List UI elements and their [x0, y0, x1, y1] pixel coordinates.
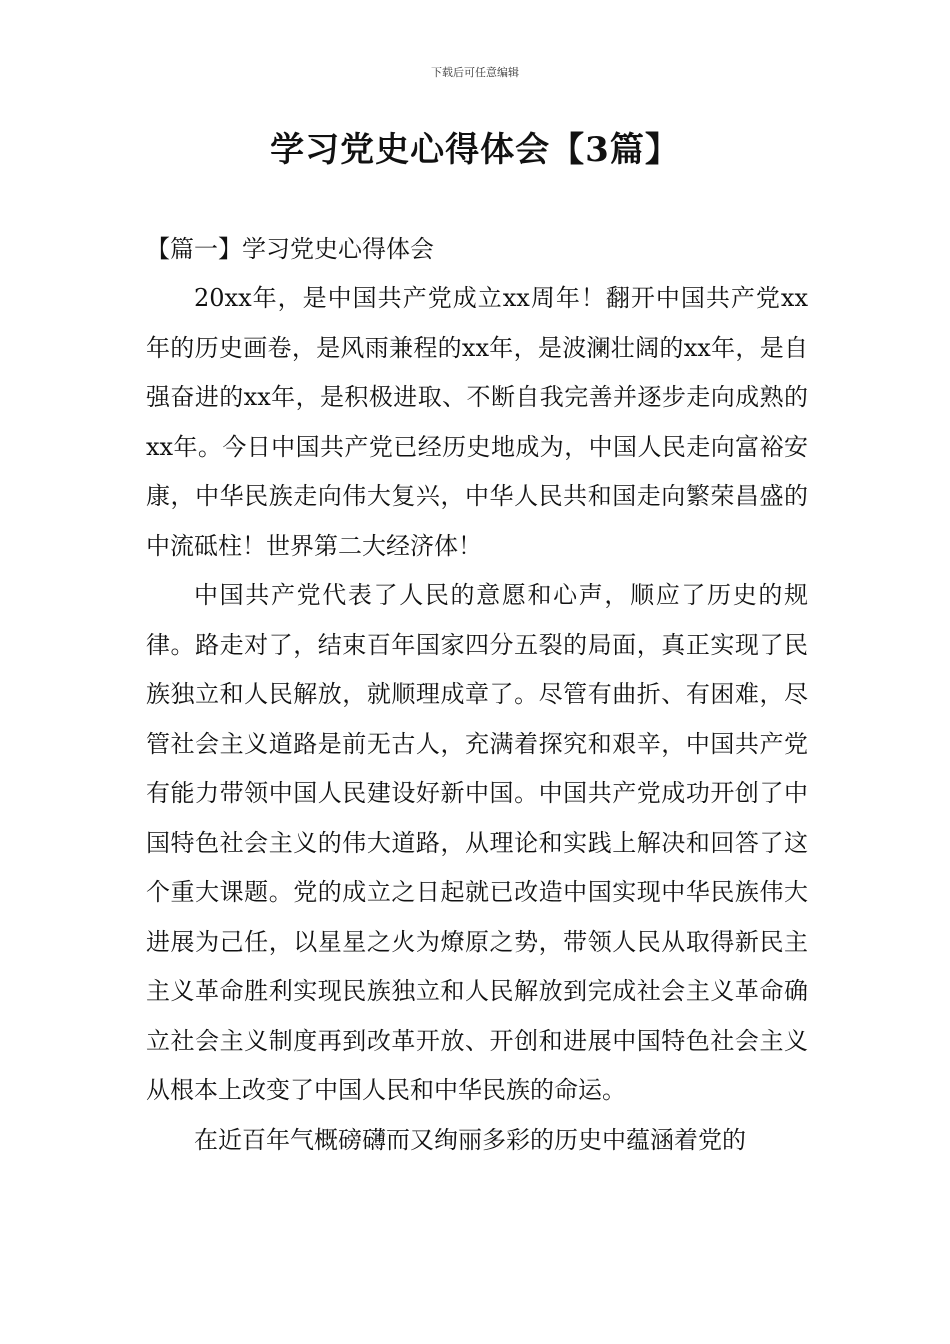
paragraph-2: 中国共产党代表了人民的意愿和心声，顺应了历史的规律。路走对了，结束百年国家四分五裂的局面，真正实现了民族独立和人民解放，就顺理成章了。尽管有曲折、有困难，尽管社会主义道路是前无古人，充满着探究和艰辛，中国共产党有能力带领中国人民建设好新中国。中国共产党成功开创了中国特色社会主义的伟大道路，从理论和实践上解决和回答了这个重大课题。党的成立之日起就已改造中国实现中华民族伟大进展为己任，以星星之火为燎原之势，带领人民从取得新民主主义革命胜利实现民族独立和人民解放到完成社会主义革命确立社会主义制度再到改革开放、开创和进展中国特色社会主义从根本上改变了中国人民和中华民族的命运。: [146, 581, 808, 1104]
header-note: 下载后可任意编辑: [431, 66, 519, 79]
document-body: [146, 224, 808, 1165]
document-title: 学习党史心得体会【3篇】: [270, 130, 680, 170]
paragraph-1: 20xx年，是中国共产党成立xx周年！翻开中国共产党xx年的历史画卷，是风雨兼程的xx年，是波澜壮阔的xx年，是自强奋进的xx年，是积极进取、不断自我完善并逐步走向成熟的xx年。今日中国共产党已经历史地成为，中国人民走向富裕安康，中华民族走向伟大复兴，中华人民共和国走向繁荣昌盛的中流砥柱！世界第二大经济体！: [146, 284, 808, 560]
paragraph-3: 在近百年气概磅礴而又绚丽多彩的历史中蕴涵着党的: [194, 1125, 746, 1154]
section-heading: 【篇一】学习党史心得体会: [146, 235, 434, 263]
